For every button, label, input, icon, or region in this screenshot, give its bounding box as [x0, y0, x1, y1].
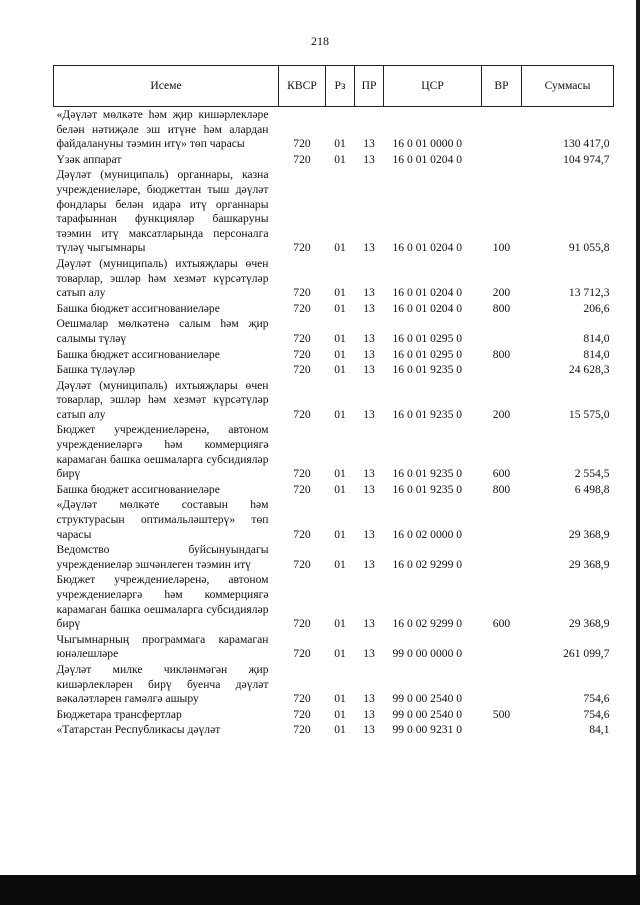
- cell-vr: 100: [492, 241, 511, 255]
- header-kvsr: КВСР: [279, 66, 326, 107]
- cell-name: Үзәк аппарат: [56, 152, 122, 166]
- header-sum: Суммасы: [522, 66, 614, 107]
- cell-pr: 13: [363, 482, 375, 496]
- cell-pr: 13: [363, 241, 375, 255]
- cell-rz: 01: [334, 347, 346, 361]
- cell-pr: 13: [363, 363, 375, 377]
- table-row: [54, 632, 614, 662]
- cell-rz: 01: [334, 241, 346, 255]
- cell-csr: 16 0 01 0204 0: [392, 152, 463, 166]
- cell-kvsr: 720: [293, 482, 311, 496]
- cell-rz: 01: [334, 557, 346, 571]
- cell-vr: [482, 362, 522, 378]
- cell-pr: 13: [363, 137, 375, 151]
- cell-vr: 800: [492, 347, 511, 361]
- table-row: [54, 347, 614, 363]
- cell-csr: 16 0 01 0204 0: [392, 241, 463, 255]
- cell-pr: 13: [363, 467, 375, 481]
- scan-edge: [636, 0, 640, 905]
- cell-pr: 13: [363, 707, 375, 721]
- table-row: [54, 362, 614, 378]
- cell-csr: 99 0 00 0000 0: [392, 647, 463, 661]
- cell-csr: 16 0 02 9299 0: [392, 617, 463, 631]
- table-row: [54, 707, 614, 723]
- cell-vr: [482, 316, 522, 346]
- cell-csr: 16 0 01 9235 0: [392, 363, 463, 377]
- cell-name: «Дәүләт мөлкәте һәм җир кишәрлекләре белән нәтиҗәле эш итүне һәм алардан файдалануны тәэмин итү» төп чарасы: [56, 108, 269, 151]
- cell-vr: [482, 632, 522, 662]
- cell-name: Бюджетара трансфертлар: [56, 707, 182, 721]
- table-row: [54, 167, 614, 256]
- cell-kvsr: 720: [293, 286, 311, 300]
- cell-kvsr: 720: [293, 301, 311, 315]
- table-row: [54, 422, 614, 481]
- cell-csr: 16 0 01 9235 0: [392, 467, 463, 481]
- cell-kvsr: 720: [293, 363, 311, 377]
- cell-vr: [482, 662, 522, 707]
- cell-kvsr: 720: [293, 557, 311, 571]
- cell-name: Оешмалар мөлкәтенә салым һәм җир салымы түләү: [56, 317, 269, 345]
- table-row: [54, 107, 614, 152]
- cell-kvsr: 720: [293, 617, 311, 631]
- cell-pr: 13: [363, 557, 375, 571]
- cell-name: Башка бюджет ассигнованиеләре: [56, 301, 220, 315]
- cell-csr: 99 0 00 2540 0: [392, 692, 463, 706]
- cell-pr: 13: [363, 617, 375, 631]
- cell-rz: 01: [334, 152, 346, 166]
- table-row: [54, 662, 614, 707]
- header-pr: ПР: [355, 66, 384, 107]
- cell-csr: 16 0 01 0295 0: [392, 331, 463, 345]
- cell-sum: 29 368,9: [568, 527, 610, 541]
- cell-rz: 01: [334, 407, 346, 421]
- cell-pr: 13: [363, 647, 375, 661]
- table-row: [54, 497, 614, 542]
- header-name: Исеме: [54, 66, 279, 107]
- cell-pr: 13: [363, 301, 375, 315]
- cell-name: «Дәүләт мөлкәте составын һәм структурасын оптимальләштерү» төп чарасы: [56, 498, 269, 541]
- cell-rz: 01: [334, 331, 346, 345]
- cell-kvsr: 720: [293, 723, 311, 737]
- cell-csr: 16 0 02 0000 0: [392, 527, 463, 541]
- cell-sum: 6 498,8: [574, 482, 610, 496]
- cell-pr: 13: [363, 723, 375, 737]
- cell-kvsr: 720: [293, 331, 311, 345]
- table-row: [54, 152, 614, 168]
- cell-rz: 01: [334, 301, 346, 315]
- cell-name: Башка бюджет ассигнованиеләре: [56, 482, 220, 496]
- cell-sum: 24 628,3: [568, 363, 610, 377]
- cell-name: Башка түләүләр: [56, 363, 136, 377]
- cell-vr: 800: [492, 482, 511, 496]
- cell-kvsr: 720: [293, 707, 311, 721]
- cell-name: Дәүләт (муниципаль) ихтыяҗлары өчен товарлар, эшләр һәм хезмәт күрсәтүләр сатып алу: [56, 378, 269, 421]
- cell-csr: 16 0 01 9235 0: [392, 407, 463, 421]
- cell-csr: 16 0 01 0000 0: [392, 137, 463, 151]
- cell-sum: 814,0: [583, 331, 610, 345]
- cell-rz: 01: [334, 482, 346, 496]
- cell-pr: 13: [363, 692, 375, 706]
- cell-name: «Татарстан Республикасы дәүләт: [56, 723, 221, 737]
- table-row: [54, 316, 614, 346]
- cell-name: Ведомство буйсынуындагы учреждениеләр эшчәнлеген тәэмин итү: [56, 543, 269, 571]
- table-body: [54, 107, 614, 738]
- cell-rz: 01: [334, 363, 346, 377]
- cell-vr: [482, 152, 522, 168]
- cell-vr: [482, 722, 522, 738]
- cell-rz: 01: [334, 647, 346, 661]
- cell-name: Бюджет учреждениеләренә, автоном учреждениеләргә һәм коммерциягә карамаган башка оешмаларга субсидияләр бирү: [56, 573, 269, 631]
- cell-vr: [482, 497, 522, 542]
- cell-vr: 200: [492, 286, 511, 300]
- cell-vr: 200: [492, 407, 511, 421]
- header-vr: ВР: [482, 66, 522, 107]
- cell-csr: 99 0 00 2540 0: [392, 707, 463, 721]
- cell-rz: 01: [334, 527, 346, 541]
- cell-name: Дәүләт (муниципаль) органнары, казна учреждениеләре, бюджеттан тыш дәүләт фондлары белән идарә итү органнары тарафыннан функцияләр башкаруны тәэмин итү максатларында персоналга түләү чыгымнары: [56, 168, 269, 255]
- cell-csr: 16 0 01 0295 0: [392, 347, 463, 361]
- cell-csr: 16 0 01 0204 0: [392, 286, 463, 300]
- cell-rz: 01: [334, 137, 346, 151]
- cell-name: Башка бюджет ассигнованиеләре: [56, 347, 220, 361]
- cell-sum: 2 554,5: [574, 467, 610, 481]
- table-row: [54, 301, 614, 317]
- cell-kvsr: 720: [293, 692, 311, 706]
- header-rz: Рз: [326, 66, 355, 107]
- cell-sum: 206,6: [583, 301, 610, 315]
- cell-sum: 29 368,9: [568, 617, 610, 631]
- cell-kvsr: 720: [293, 347, 311, 361]
- cell-vr: [482, 107, 522, 152]
- cell-kvsr: 720: [293, 241, 311, 255]
- header-csr: ЦСР: [384, 66, 482, 107]
- cell-sum: 130 417,0: [563, 137, 610, 151]
- cell-pr: 13: [363, 286, 375, 300]
- scan-bottom-bar: [0, 875, 640, 905]
- table-row: [54, 542, 614, 572]
- cell-kvsr: 720: [293, 137, 311, 151]
- cell-vr: 500: [492, 707, 511, 721]
- cell-sum: 754,6: [583, 692, 610, 706]
- cell-kvsr: 720: [293, 407, 311, 421]
- cell-kvsr: 720: [293, 152, 311, 166]
- table-row: [54, 378, 614, 423]
- cell-sum: 29 368,9: [568, 557, 610, 571]
- cell-name: Дәүләт (муниципаль) ихтыяҗлары өчен товарлар, эшләр һәм хезмәт күрсәтүләр сатып алу: [56, 256, 269, 300]
- table-header-row: [54, 66, 614, 107]
- cell-name: Дәүләт милке чикләнмәгән җир кишәрлекләрен бирү буенча дәүләт вәкаләтләрен гамәлгә ашыру: [56, 662, 269, 706]
- cell-csr: 16 0 02 9299 0: [392, 557, 463, 571]
- cell-pr: 13: [363, 152, 375, 166]
- cell-vr: 600: [492, 617, 511, 631]
- cell-pr: 13: [363, 407, 375, 421]
- cell-kvsr: 720: [293, 467, 311, 481]
- cell-sum: 261 099,7: [563, 647, 610, 661]
- table-row: [54, 482, 614, 498]
- budget-table: [53, 65, 614, 738]
- table-row: [54, 572, 614, 631]
- cell-rz: 01: [334, 617, 346, 631]
- cell-sum: 754,6: [583, 707, 610, 721]
- cell-rz: 01: [334, 286, 346, 300]
- cell-sum: 84,1: [589, 723, 610, 737]
- cell-rz: 01: [334, 723, 346, 737]
- cell-pr: 13: [363, 347, 375, 361]
- cell-sum: 91 055,8: [568, 241, 610, 255]
- cell-csr: 16 0 01 0204 0: [392, 301, 463, 315]
- cell-kvsr: 720: [293, 647, 311, 661]
- page-number: 218: [311, 34, 329, 48]
- cell-rz: 01: [334, 467, 346, 481]
- cell-vr: 800: [492, 301, 511, 315]
- cell-sum: 814,0: [583, 347, 610, 361]
- cell-sum: 13 712,3: [568, 286, 610, 300]
- cell-vr: 600: [492, 467, 511, 481]
- cell-sum: 15 575,0: [568, 407, 610, 421]
- cell-csr: 16 0 01 9235 0: [392, 482, 463, 496]
- cell-sum: 104 974,7: [563, 152, 610, 166]
- cell-csr: 99 0 00 9231 0: [392, 723, 463, 737]
- table-row: [54, 256, 614, 301]
- cell-name: Чыгымнарның программага карамаган юнәлешләре: [56, 632, 269, 661]
- cell-name: Бюджет учреждениеләренә, автоном учреждениеләргә һәм коммерциягә карамаган башка оешмаларга субсидияләр бирү: [56, 423, 269, 481]
- table-row: [54, 722, 614, 738]
- cell-kvsr: 720: [293, 527, 311, 541]
- cell-pr: 13: [363, 527, 375, 541]
- cell-pr: 13: [363, 331, 375, 345]
- cell-rz: 01: [334, 692, 346, 706]
- cell-rz: 01: [334, 707, 346, 721]
- cell-vr: [482, 542, 522, 572]
